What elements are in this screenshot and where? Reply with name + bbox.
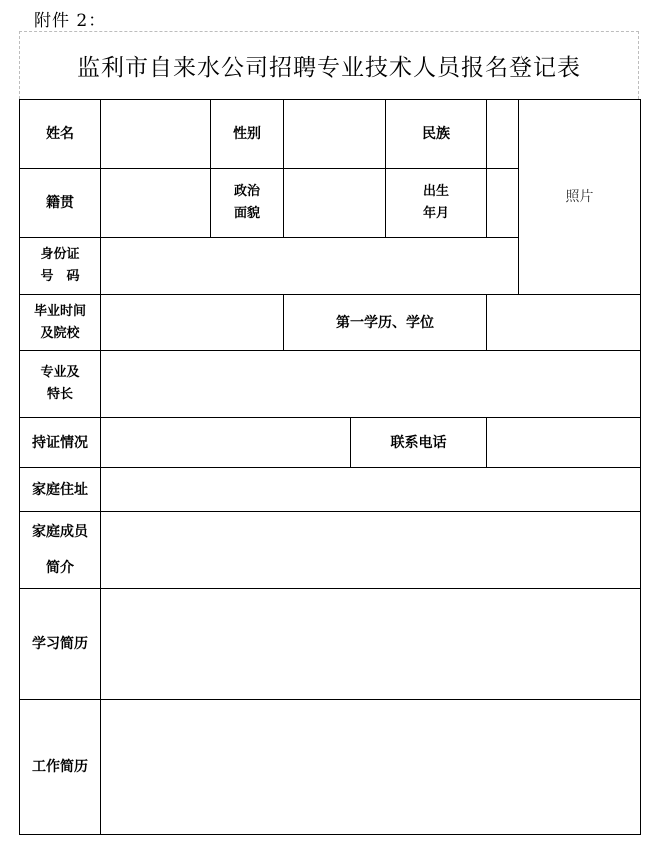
photo-label: 照片 bbox=[565, 189, 594, 205]
first-degree-label: 第一学历、学位 bbox=[284, 295, 487, 351]
row-family bbox=[20, 512, 641, 589]
political-status-label-line1: 政治 bbox=[233, 184, 260, 199]
attachment-label: 附件 2： bbox=[34, 11, 107, 31]
phone-field[interactable] bbox=[487, 418, 641, 468]
row-graduation bbox=[20, 295, 641, 351]
row-major bbox=[20, 351, 641, 418]
birth-label-line2: 年月 bbox=[422, 206, 449, 221]
row-address bbox=[20, 468, 641, 512]
id-number-label-line1: 身份证 bbox=[40, 247, 80, 262]
family-field[interactable] bbox=[101, 512, 641, 589]
form-title: 监利市自来水公司招聘专业技术人员报名登记表 bbox=[77, 55, 581, 81]
work-history-label: 工作简历 bbox=[20, 700, 101, 835]
id-number-label bbox=[20, 238, 101, 295]
row-name bbox=[20, 100, 641, 169]
family-label-line1: 家庭成员 bbox=[32, 524, 88, 540]
political-status-field[interactable] bbox=[284, 169, 386, 238]
major-label-line2: 特长 bbox=[46, 387, 73, 402]
id-number-field[interactable] bbox=[101, 238, 519, 295]
id-number-label-line2: 号 码 bbox=[40, 269, 80, 284]
native-place-field[interactable] bbox=[101, 169, 211, 238]
major-field[interactable] bbox=[101, 351, 641, 418]
major-label-line1: 专业及 bbox=[40, 365, 80, 380]
native-place-label: 籍贯 bbox=[20, 169, 101, 238]
major-label bbox=[20, 351, 101, 418]
name-field[interactable] bbox=[101, 100, 211, 169]
birth-label-line1: 出生 bbox=[422, 184, 449, 199]
row-certificates bbox=[20, 418, 641, 468]
family-label bbox=[20, 512, 101, 589]
certificates-label: 持证情况 bbox=[20, 418, 101, 468]
name-label: 姓名 bbox=[20, 100, 101, 169]
row-work-history bbox=[20, 700, 641, 835]
ethnicity-field[interactable] bbox=[487, 100, 519, 169]
study-history-label: 学习简历 bbox=[20, 589, 101, 700]
work-history-field[interactable] bbox=[101, 700, 641, 835]
graduation-label bbox=[20, 295, 101, 351]
registration-form-table bbox=[19, 99, 641, 835]
ethnicity-label: 民族 bbox=[386, 100, 487, 169]
birth-label bbox=[386, 169, 487, 238]
gender-label: 性别 bbox=[211, 100, 284, 169]
gender-field[interactable] bbox=[284, 100, 386, 169]
study-history-field[interactable] bbox=[101, 589, 641, 700]
address-field[interactable] bbox=[101, 468, 641, 512]
certificates-field[interactable] bbox=[101, 418, 351, 468]
first-degree-field[interactable] bbox=[487, 295, 641, 351]
graduation-label-line2: 及院校 bbox=[40, 325, 80, 341]
address-label: 家庭住址 bbox=[20, 468, 101, 512]
row-study-history bbox=[20, 589, 641, 700]
political-status-label bbox=[211, 169, 284, 238]
political-status-label-line2: 面貌 bbox=[233, 206, 260, 221]
photo-box[interactable] bbox=[519, 100, 641, 295]
phone-label: 联系电话 bbox=[351, 418, 487, 468]
graduation-field[interactable] bbox=[101, 295, 284, 351]
graduation-label-line1: 毕业时间 bbox=[33, 303, 86, 319]
family-label-line2: 简介 bbox=[46, 560, 74, 576]
birth-field[interactable] bbox=[487, 169, 519, 238]
title-box bbox=[19, 31, 639, 99]
